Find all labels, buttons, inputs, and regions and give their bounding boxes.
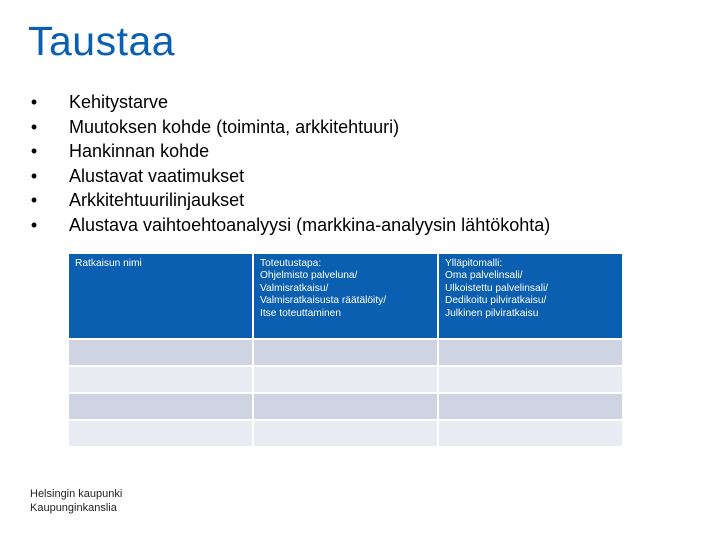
table-cell[interactable] xyxy=(69,394,252,419)
bullet-list xyxy=(28,90,550,238)
header-line: Ratkaisun nimi xyxy=(75,258,142,269)
bullet-item xyxy=(28,213,550,238)
bullet-text: Alustavat vaatimukset xyxy=(69,165,245,186)
footer-organization xyxy=(30,488,122,515)
header-line: Valmisratkaisu/ xyxy=(260,282,329,294)
header-line: Julkinen pilviratkaisu xyxy=(445,307,539,319)
header-line: Ylläpitomalli: xyxy=(445,258,503,269)
header-maintenance[interactable] xyxy=(439,254,622,338)
bullet-text: Muutoksen kohde (toiminta, arkkitehtuuri) xyxy=(69,116,400,137)
table-cell[interactable] xyxy=(439,394,622,419)
table-cell[interactable] xyxy=(254,394,437,419)
footer-line: Helsingin kaupunki xyxy=(30,488,123,500)
header-line: Valmisratkaisusta räätälöity/ xyxy=(260,295,387,307)
table-cell[interactable] xyxy=(439,340,622,365)
header-implementation[interactable] xyxy=(254,254,437,338)
table-row xyxy=(69,340,622,365)
bullet-item xyxy=(28,164,550,189)
table-cell[interactable] xyxy=(69,367,252,392)
header-line: Ulkoistettu palvelinsali/ xyxy=(445,282,549,294)
table-cell[interactable] xyxy=(69,340,252,365)
table-row xyxy=(69,367,622,392)
bullet-dot-icon: • xyxy=(30,116,38,137)
bullet-dot-icon: • xyxy=(30,141,38,162)
table-cell[interactable] xyxy=(69,421,252,446)
bullet-dot-icon: • xyxy=(30,190,38,211)
slide-title: Taustaa xyxy=(28,18,176,64)
header-line: Dedikoitu pilviratkaisu/ xyxy=(445,295,547,307)
table-header-row xyxy=(69,254,622,338)
bullet-item xyxy=(28,90,550,115)
header-solution-name[interactable] xyxy=(69,254,252,338)
bullet-dot-icon: • xyxy=(30,92,38,112)
bullet-text: Hankinnan kohde xyxy=(69,141,210,162)
bullet-text: Alustava vaihtoehtoanalyysi (markkina-analyysin lähtökohta) xyxy=(69,214,551,235)
header-line: Oma palvelinsali/ xyxy=(445,270,523,282)
solutions-table xyxy=(67,252,624,448)
header-line: Itse toteuttaminen xyxy=(260,307,341,319)
header-line: Toteutustapa: xyxy=(260,258,322,269)
bullet-item xyxy=(28,115,550,140)
bullet-item xyxy=(28,188,550,213)
table-cell[interactable] xyxy=(254,340,437,365)
table-row xyxy=(69,421,622,446)
table-row xyxy=(69,394,622,419)
header-line: Ohjelmisto palveluna/ xyxy=(260,270,358,282)
bullet-text: Arkkitehtuurilinjaukset xyxy=(69,190,245,211)
table-cell[interactable] xyxy=(439,421,622,446)
bullet-dot-icon: • xyxy=(30,165,38,186)
table-cell[interactable] xyxy=(254,367,437,392)
bullet-dot-icon: • xyxy=(30,214,38,235)
table-cell[interactable] xyxy=(254,421,437,446)
table-cell[interactable] xyxy=(439,367,622,392)
bullet-item xyxy=(28,139,550,164)
footer-line: Kaupunginkanslia xyxy=(30,501,117,514)
bullet-text: Kehitystarve xyxy=(69,92,169,112)
